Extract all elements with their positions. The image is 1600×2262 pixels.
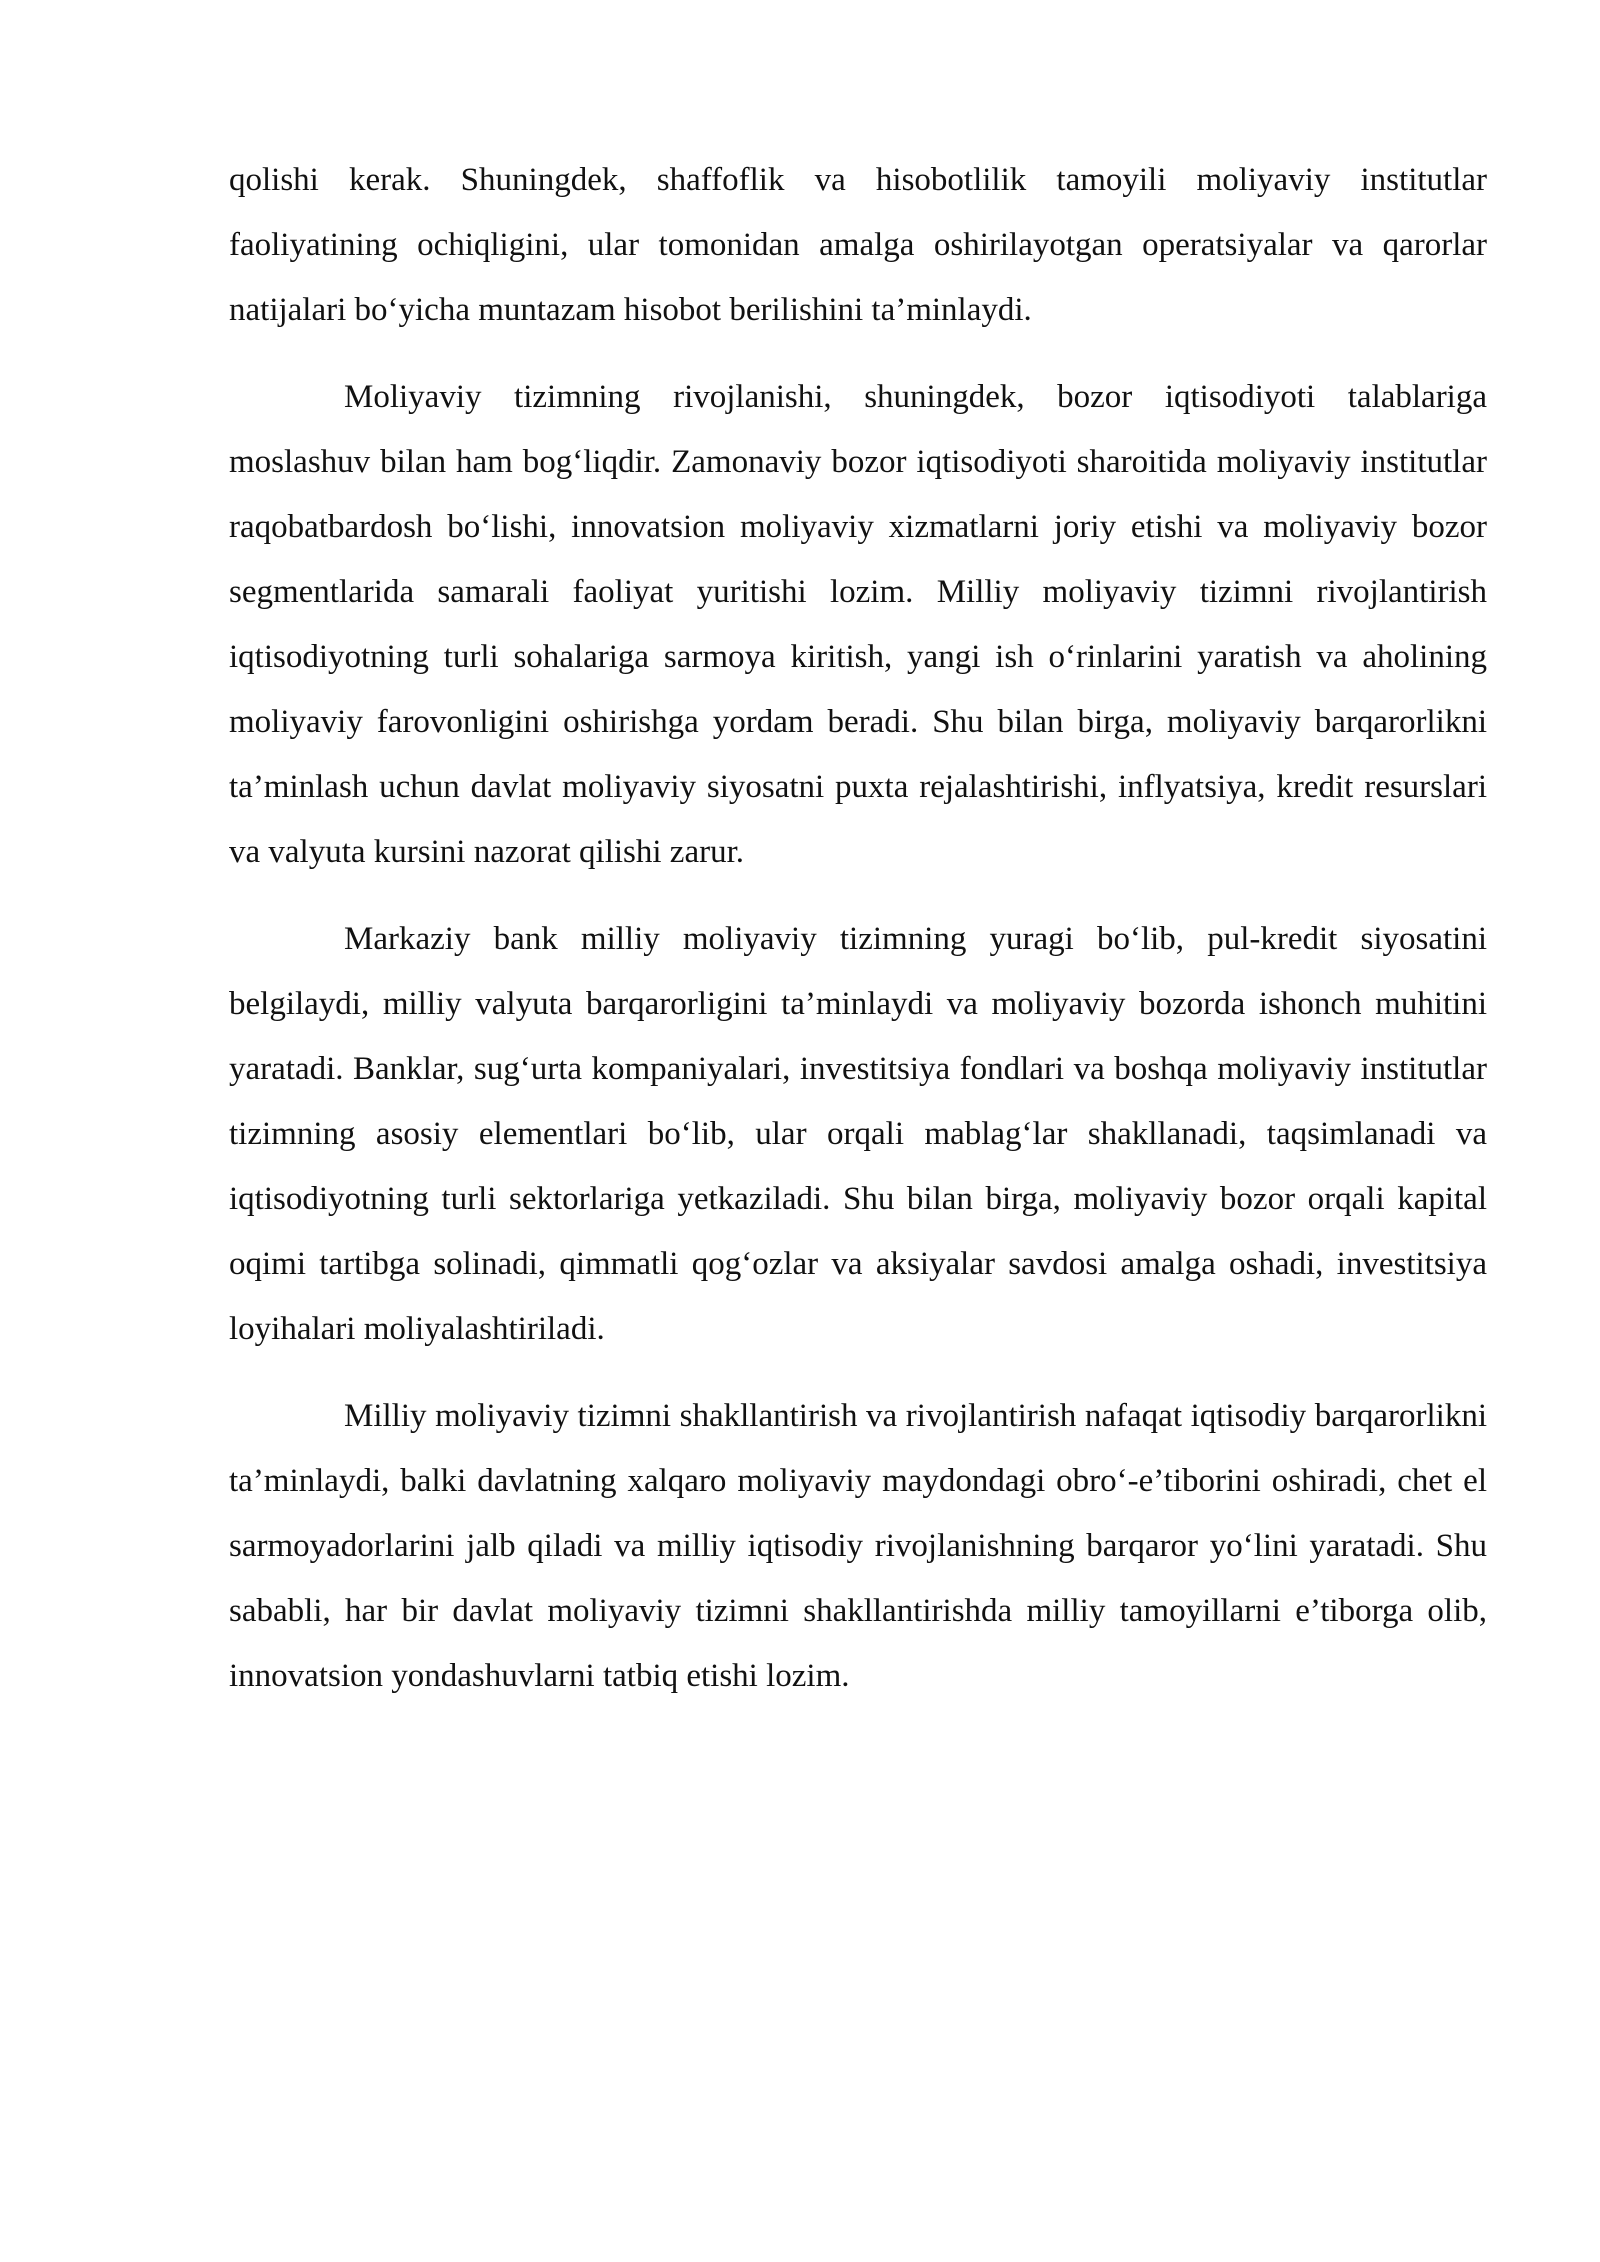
paragraph-1: qolishi kerak. Shuningdek, shaffoflik va hisobotlilik tamoyili moliyaviy institutlar faoliyatining ochiqligini, ular tomonidan amalga oshirilayotgan operatsiyalar va qarorlar natijalari bo‘yicha muntazam hisobot berilishini ta’minlaydi. [229, 162, 1487, 328]
paragraph-2: Moliyaviy tizimning rivojlanishi, shuningdek, bozor iqtisodiyoti talablariga moslashuv bilan ham bog‘liqdir. Zamonaviy bozor iqtisodiyoti sharoitida moliyaviy institutlar raqobatbardosh bo‘lishi, innovatsion moliyaviy xizmatlarni joriy etishi va moliyaviy bozor segmentlarida samarali faoliyat yuritishi lozim. Milliy moliyaviy tizimni rivojlantirish iqtisodiyotning turli sohalariga sarmoya kiritish, yangi ish o‘rinlarini yaratish va aholining moliyaviy farovonligini oshirishga yordam beradi. Shu bilan birga, moliyaviy barqarorlikni ta’minlash uchun davlat moliyaviy siyosatni puxta rejalashtirishi, inflyatsiya, kredit resurslari va valyuta kursini nazorat qilishi zarur. [229, 379, 1487, 870]
paragraph-3: Markaziy bank milliy moliyaviy tizimning yuragi bo‘lib, pul-kredit siyosatini belgilaydi, milliy valyuta barqarorligini ta’minlaydi va moliyaviy bozorda ishonch muhitini yaratadi. Banklar, sug‘urta kompaniyalari, investitsiya fondlari va boshqa moliyaviy institutlar tizimning asosiy elementlari bo‘lib, ular orqali mablag‘lar shakllanadi, taqsimlanadi va iqtisodiyotning turli sektorlariga yetkaziladi. Shu bilan birga, moliyaviy bozor orqali kapital oqimi tartibga solinadi, qimmatli qog‘ozlar va aksiyalar savdosi amalga oshadi, investitsiya loyihalari moliyalashtiriladi. [229, 921, 1487, 1347]
document-body [229, 148, 1487, 1731]
paragraph-4: Milliy moliyaviy tizimni shakllantirish va rivojlantirish nafaqat iqtisodiy barqarorlikni ta’minlaydi, balki davlatning xalqaro moliyaviy maydondagi obro‘-e’tiborini oshiradi, chet el sarmoyadorlarini jalb qiladi va milliy iqtisodiy rivojlanishning barqaror yo‘lini yaratadi. Shu sababli, har bir davlat moliyaviy tizimni shakllantirishda milliy tamoyillarni e’tiborga olib, innovatsion yondashuvlarni tatbiq etishi lozim. [229, 1398, 1487, 1694]
